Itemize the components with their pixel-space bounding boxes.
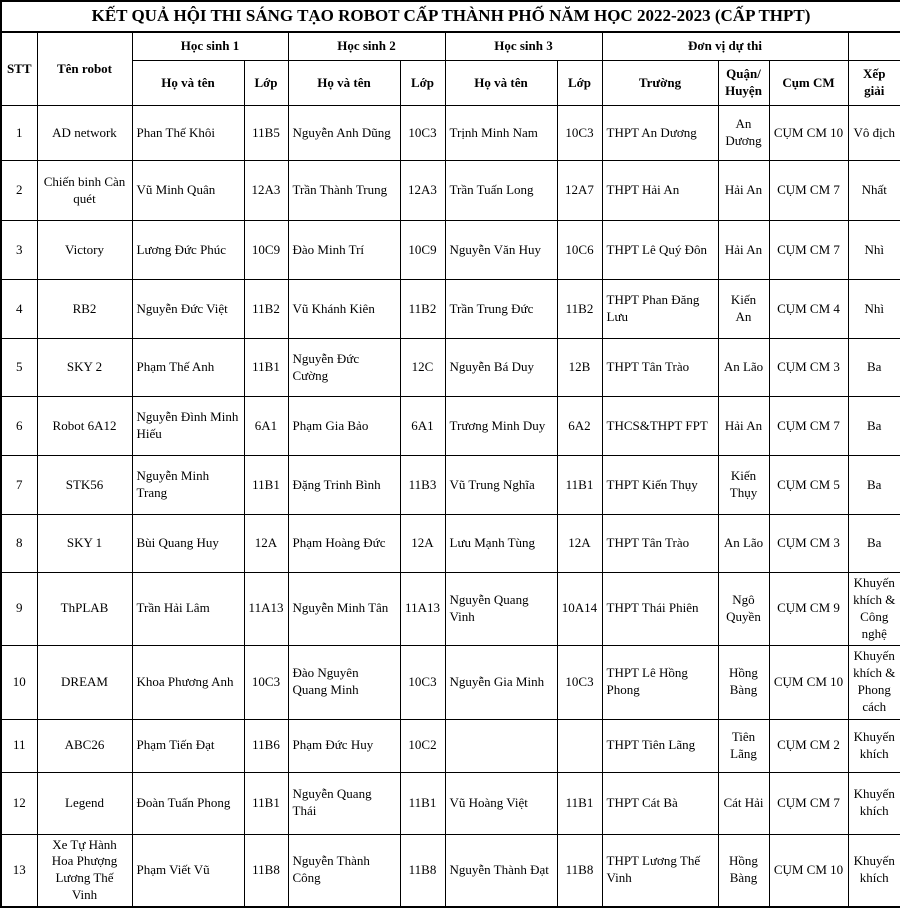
header-empty-corner — [848, 32, 900, 61]
student2-name-cell: Vũ Khánh Kiên — [288, 280, 400, 339]
student2-name-cell: Nguyễn Đức Cường — [288, 339, 400, 397]
student1-class-cell: 11B1 — [244, 456, 288, 515]
student2-class-cell: 12A3 — [400, 161, 445, 221]
student1-name-cell: Lương Đức Phúc — [132, 221, 244, 280]
school-cell: THPT Phan Đăng Lưu — [602, 280, 718, 339]
robot-name-cell: RB2 — [37, 280, 132, 339]
table-row — [1, 645, 900, 719]
student2-name-cell: Trần Thành Trung — [288, 161, 400, 221]
school-cell: THPT Lê Quý Đôn — [602, 221, 718, 280]
student3-class-cell: 11B2 — [557, 280, 602, 339]
student3-name-cell: Trương Minh Duy — [445, 397, 557, 456]
prize-cell: Ba — [848, 515, 900, 573]
student3-name-cell: Nguyễn Văn Huy — [445, 221, 557, 280]
prize-cell: Khuyến khích — [848, 834, 900, 907]
school-cell: THCS&THPT FPT — [602, 397, 718, 456]
student3-class-cell: 6A2 — [557, 397, 602, 456]
student2-name-cell: Nguyễn Minh Tân — [288, 573, 400, 646]
student2-class-cell: 11A13 — [400, 573, 445, 646]
student3-class-cell: 11B1 — [557, 772, 602, 834]
table-row — [1, 339, 900, 397]
table-row — [1, 161, 900, 221]
student3-name-cell: Trần Tuấn Long — [445, 161, 557, 221]
school-cell: THPT Cát Bà — [602, 772, 718, 834]
header-student1-class: Lớp — [244, 61, 288, 106]
district-cell: Cát Hải — [718, 772, 769, 834]
student1-class-cell: 11A13 — [244, 573, 288, 646]
student3-name-cell: Trịnh Minh Nam — [445, 106, 557, 161]
header-student-1: Học sinh 1 — [132, 32, 288, 61]
student1-name-cell: Phạm Thế Anh — [132, 339, 244, 397]
header-student2-fullname: Họ và tên — [288, 61, 400, 106]
stt-cell: 9 — [1, 573, 37, 646]
student2-name-cell: Đặng Trinh Bình — [288, 456, 400, 515]
prize-cell: Ba — [848, 339, 900, 397]
student1-name-cell: Nguyễn Đình Minh Hiếu — [132, 397, 244, 456]
student3-name-cell: Nguyễn Bá Duy — [445, 339, 557, 397]
robot-name-cell: ABC26 — [37, 719, 132, 772]
stt-cell: 8 — [1, 515, 37, 573]
prize-cell: Khuyến khích & Phong cách — [848, 645, 900, 719]
student3-class-cell: 10C3 — [557, 106, 602, 161]
student2-class-cell: 11B2 — [400, 280, 445, 339]
district-cell: Hải An — [718, 161, 769, 221]
stt-cell: 2 — [1, 161, 37, 221]
prize-cell: Khuyến khích & Công nghệ — [848, 573, 900, 646]
stt-cell: 13 — [1, 834, 37, 907]
student3-class-cell: 12A — [557, 515, 602, 573]
student1-class-cell: 6A1 — [244, 397, 288, 456]
table-row — [1, 834, 900, 907]
stt-cell: 4 — [1, 280, 37, 339]
student2-class-cell: 11B3 — [400, 456, 445, 515]
student3-class-cell: 12B — [557, 339, 602, 397]
header-prize: Xếp giải — [848, 61, 900, 106]
cluster-cell: CỤM CM 3 — [769, 515, 848, 573]
student2-class-cell: 10C3 — [400, 645, 445, 719]
stt-cell: 3 — [1, 221, 37, 280]
student3-class-cell: 12A7 — [557, 161, 602, 221]
title-row — [1, 1, 900, 32]
student1-name-cell: Nguyễn Minh Trang — [132, 456, 244, 515]
school-cell: THPT Tiên Lãng — [602, 719, 718, 772]
header-student-3: Học sinh 3 — [445, 32, 602, 61]
student1-name-cell: Nguyễn Đức Việt — [132, 280, 244, 339]
cluster-cell: CỤM CM 10 — [769, 106, 848, 161]
stt-cell: 6 — [1, 397, 37, 456]
robot-name-cell: Victory — [37, 221, 132, 280]
cluster-cell: CỤM CM 7 — [769, 772, 848, 834]
table-row — [1, 221, 900, 280]
student1-name-cell: Bùi Quang Huy — [132, 515, 244, 573]
page-title: KẾT QUẢ HỘI THI SÁNG TẠO ROBOT CẤP THÀNH PHỐ NĂM HỌC 2022-2023 (CẤP THPT) — [1, 1, 900, 32]
school-cell: THPT Tân Trào — [602, 515, 718, 573]
student1-class-cell: 11B5 — [244, 106, 288, 161]
student3-name-cell: Nguyễn Quang Vinh — [445, 573, 557, 646]
header-row-groups — [1, 32, 900, 61]
student2-class-cell: 11B8 — [400, 834, 445, 907]
district-cell: An Dương — [718, 106, 769, 161]
student2-name-cell: Phạm Gia Bảo — [288, 397, 400, 456]
prize-cell: Nhì — [848, 280, 900, 339]
student1-name-cell: Phạm Viết Vũ — [132, 834, 244, 907]
header-student2-class: Lớp — [400, 61, 445, 106]
school-cell: THPT Tân Trào — [602, 339, 718, 397]
student1-class-cell: 11B6 — [244, 719, 288, 772]
table-row — [1, 280, 900, 339]
student2-name-cell: Đào Nguyên Quang Minh — [288, 645, 400, 719]
student2-class-cell: 6A1 — [400, 397, 445, 456]
header-robot-name: Tên robot — [37, 32, 132, 106]
cluster-cell: CỤM CM 9 — [769, 573, 848, 646]
header-student-2: Học sinh 2 — [288, 32, 445, 61]
header-row-columns — [1, 61, 900, 106]
student2-name-cell: Nguyễn Thành Công — [288, 834, 400, 907]
cluster-cell: CỤM CM 4 — [769, 280, 848, 339]
cluster-cell: CỤM CM 2 — [769, 719, 848, 772]
table-row — [1, 397, 900, 456]
student1-class-cell: 12A3 — [244, 161, 288, 221]
cluster-cell: CỤM CM 7 — [769, 397, 848, 456]
cluster-cell: CỤM CM 10 — [769, 645, 848, 719]
stt-cell: 12 — [1, 772, 37, 834]
student3-name-cell: Nguyễn Thành Đạt — [445, 834, 557, 907]
robot-name-cell: SKY 1 — [37, 515, 132, 573]
district-cell: An Lão — [718, 515, 769, 573]
results-body — [1, 106, 900, 908]
student1-class-cell: 11B1 — [244, 772, 288, 834]
header-district: Quận/ Huyện — [718, 61, 769, 106]
robot-name-cell: Xe Tự Hành Hoa Phượng Lương Thế Vinh — [37, 834, 132, 907]
student2-class-cell: 10C3 — [400, 106, 445, 161]
robot-name-cell: ThPLAB — [37, 573, 132, 646]
student1-name-cell: Đoàn Tuấn Phong — [132, 772, 244, 834]
school-cell: THPT Lương Thế Vinh — [602, 834, 718, 907]
student2-name-cell: Nguyễn Quang Thái — [288, 772, 400, 834]
stt-cell: 1 — [1, 106, 37, 161]
district-cell: Kiến An — [718, 280, 769, 339]
school-cell: THPT Hải An — [602, 161, 718, 221]
student3-class-cell: 11B8 — [557, 834, 602, 907]
student3-name-cell: Vũ Trung Nghĩa — [445, 456, 557, 515]
header-school: Trường — [602, 61, 718, 106]
prize-cell: Nhì — [848, 221, 900, 280]
cluster-cell: CỤM CM 10 — [769, 834, 848, 907]
district-cell: Ngô Quyền — [718, 573, 769, 646]
table-row — [1, 456, 900, 515]
student2-class-cell: 10C2 — [400, 719, 445, 772]
school-cell: THPT Lê Hồng Phong — [602, 645, 718, 719]
student1-class-cell: 12A — [244, 515, 288, 573]
header-student3-class: Lớp — [557, 61, 602, 106]
student1-name-cell: Trần Hải Lâm — [132, 573, 244, 646]
district-cell: Hải An — [718, 397, 769, 456]
table-row — [1, 573, 900, 646]
district-cell: Hồng Bàng — [718, 645, 769, 719]
robot-name-cell: Chiến binh Càn quét — [37, 161, 132, 221]
prize-cell: Ba — [848, 397, 900, 456]
stt-cell: 7 — [1, 456, 37, 515]
robot-name-cell: AD network — [37, 106, 132, 161]
student3-name-cell: Trần Trung Đức — [445, 280, 557, 339]
stt-cell: 10 — [1, 645, 37, 719]
student2-class-cell: 11B1 — [400, 772, 445, 834]
prize-cell: Khuyến khích — [848, 772, 900, 834]
student1-class-cell: 11B8 — [244, 834, 288, 907]
student2-class-cell: 12C — [400, 339, 445, 397]
robot-name-cell: DREAM — [37, 645, 132, 719]
district-cell: Kiến Thụy — [718, 456, 769, 515]
student3-name-cell: Vũ Hoàng Việt — [445, 772, 557, 834]
school-cell: THPT An Dương — [602, 106, 718, 161]
student1-name-cell: Khoa Phương Anh — [132, 645, 244, 719]
student3-class-cell: 10A14 — [557, 573, 602, 646]
header-student1-fullname: Họ và tên — [132, 61, 244, 106]
student1-class-cell: 10C9 — [244, 221, 288, 280]
student2-class-cell: 12A — [400, 515, 445, 573]
district-cell: Hải An — [718, 221, 769, 280]
student3-class-cell: 10C6 — [557, 221, 602, 280]
cluster-cell: CỤM CM 3 — [769, 339, 848, 397]
prize-cell: Vô địch — [848, 106, 900, 161]
stt-cell: 11 — [1, 719, 37, 772]
stt-cell: 5 — [1, 339, 37, 397]
student2-class-cell: 10C9 — [400, 221, 445, 280]
school-cell: THPT Thái Phiên — [602, 573, 718, 646]
student2-name-cell: Phạm Đức Huy — [288, 719, 400, 772]
table-row — [1, 719, 900, 772]
table-row — [1, 772, 900, 834]
robot-name-cell: STK56 — [37, 456, 132, 515]
district-cell: Hồng Bàng — [718, 834, 769, 907]
header-competing-unit: Đơn vị dự thi — [602, 32, 848, 61]
table-row — [1, 106, 900, 161]
student2-name-cell: Phạm Hoàng Đức — [288, 515, 400, 573]
prize-cell: Khuyến khích — [848, 719, 900, 772]
cluster-cell: CỤM CM 5 — [769, 456, 848, 515]
student3-name-cell: Nguyễn Gia Minh — [445, 645, 557, 719]
student3-name-cell: Lưu Mạnh Tùng — [445, 515, 557, 573]
robot-name-cell: Legend — [37, 772, 132, 834]
student3-class-cell — [557, 719, 602, 772]
student3-name-cell — [445, 719, 557, 772]
student1-name-cell: Phan Thế Khôi — [132, 106, 244, 161]
robot-name-cell: Robot 6A12 — [37, 397, 132, 456]
student1-name-cell: Vũ Minh Quân — [132, 161, 244, 221]
district-cell: Tiên Lãng — [718, 719, 769, 772]
cluster-cell: CỤM CM 7 — [769, 161, 848, 221]
cluster-cell: CỤM CM 7 — [769, 221, 848, 280]
school-cell: THPT Kiến Thụy — [602, 456, 718, 515]
robot-name-cell: SKY 2 — [37, 339, 132, 397]
table-row — [1, 515, 900, 573]
student2-name-cell: Nguyễn Anh Dũng — [288, 106, 400, 161]
header-student3-fullname: Họ và tên — [445, 61, 557, 106]
student1-class-cell: 10C3 — [244, 645, 288, 719]
district-cell: An Lão — [718, 339, 769, 397]
student2-name-cell: Đào Minh Trí — [288, 221, 400, 280]
header-stt: STT — [1, 32, 37, 106]
prize-cell: Ba — [848, 456, 900, 515]
student3-class-cell: 11B1 — [557, 456, 602, 515]
student1-class-cell: 11B2 — [244, 280, 288, 339]
student3-class-cell: 10C3 — [557, 645, 602, 719]
prize-cell: Nhất — [848, 161, 900, 221]
header-cluster: Cụm CM — [769, 61, 848, 106]
student1-class-cell: 11B1 — [244, 339, 288, 397]
student1-name-cell: Phạm Tiến Đạt — [132, 719, 244, 772]
